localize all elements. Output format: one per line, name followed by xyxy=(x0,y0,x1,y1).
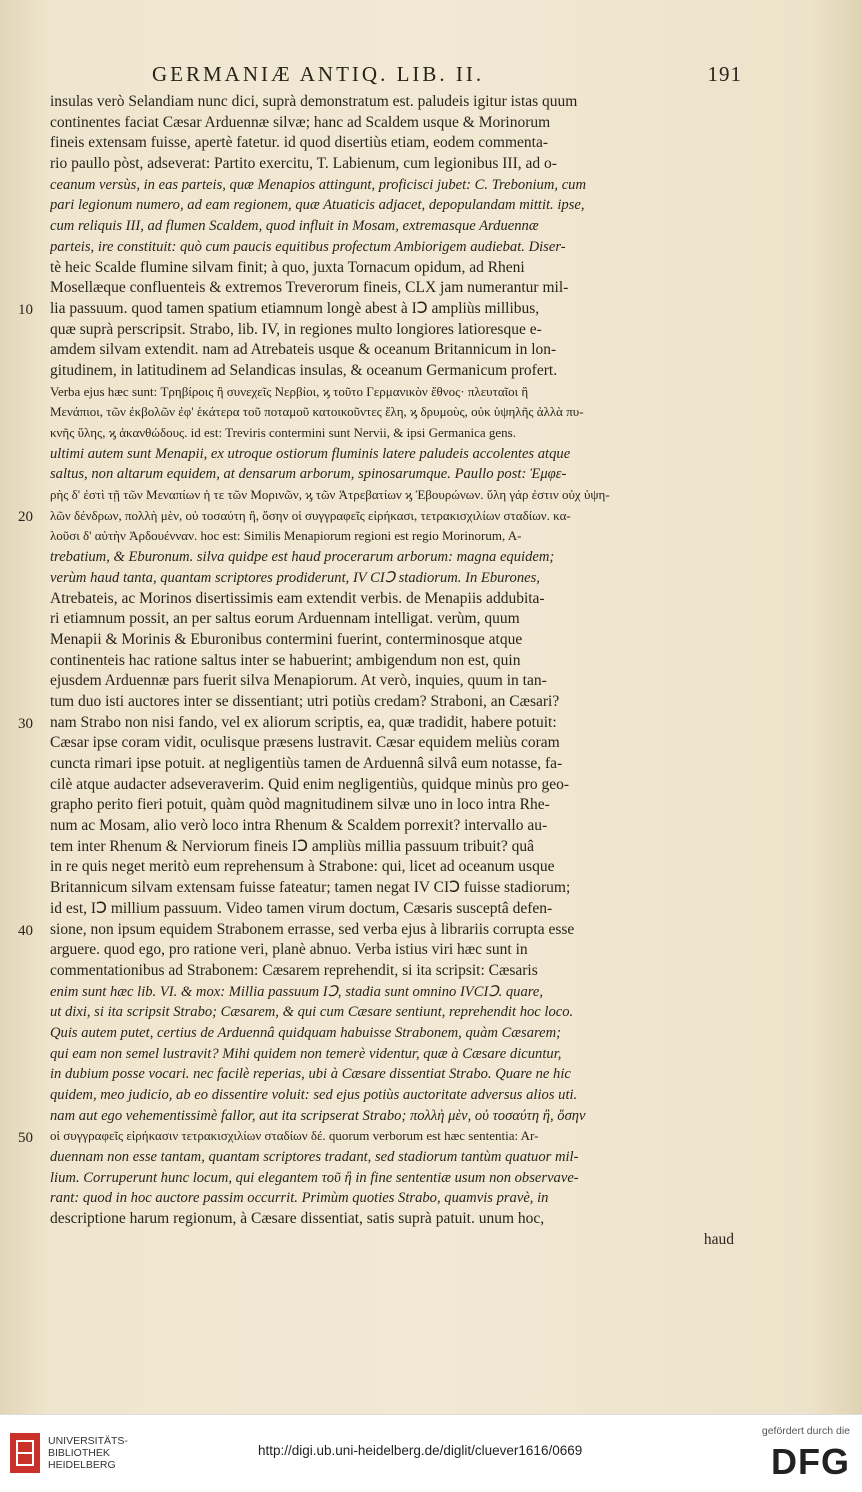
line-number: 30 xyxy=(18,716,33,732)
text-line: Verba ejus hæc sunt: Τρηβίροις ἢ συνεχεῖς Νερβίοι, ϗ τοῦτο Γερμανικὸν ἔθνος· πλευταῖοι ἢ xyxy=(50,383,529,399)
text-line: rio paullo pòst, adseverat: Partito exercitu, T. Labienum, cum legionibus III, ad o- xyxy=(50,155,557,173)
text-line: pari legionum numero, ad eam regionem, quæ Atuaticis adjacet, depopulandam mittit. ipse, xyxy=(50,197,585,214)
text-line: parteis, ire constituit: quò cum paucis equitibus profectum Ambiorigem audiebat. Diser- xyxy=(50,238,566,255)
text-line: Quis autem putet, certius de Arduennâ quidquam habuisse Strabonem, quàm Cæsarem; xyxy=(50,1024,562,1041)
text-line: continenteis hac ratione saltus inter se habuerint; ambigendum non est, quin xyxy=(50,651,521,669)
text-line: trebatium, & Eburonum. silva quidpe est haud procerarum arborum: magna equidem; xyxy=(50,549,555,566)
text-line: gitudinem, in latitudinem ad Selandicas insulas, & oceanum Germanicum profert. xyxy=(50,361,558,379)
line-number: 40 xyxy=(18,923,33,939)
text-line: Atrebateis, ac Morinos disertissimis eam extendit verbis. de Menapiis addubita- xyxy=(50,589,545,607)
text-line: continentes faciat Cæsar Arduennæ silvæ; hanc ad Scaldem usque & Morinorum xyxy=(50,113,551,131)
catchword: haud xyxy=(703,1230,734,1248)
text-line: cilè atque audacter adseveraverim. Quid enim negligentiùs, quidque minùs pro geo- xyxy=(50,775,570,793)
text-line: rant: quod in hoc auctore passim occurrit. Primùm quoties Strabo, quamvis pravè, in xyxy=(50,1190,549,1207)
text-line: Mosellæque confluenteis & extremos Treverorum fineis, CLX jam numerantur mil- xyxy=(50,279,569,297)
text-line: λοῦσι δ' αὐτὴν Ἀρδουένναν. hoc est: Similis Menapiorum regioni est regio Morinorum, A- xyxy=(50,528,522,544)
text-line: ceanum versùs, in eas parteis, quæ Menapios attingunt, proficisci jubet: C. Trebonium, cum xyxy=(50,176,587,193)
text-line: verùm haud tanta, quantam scriptores prodiderunt, IV CIↃ stadiorum. In Eburones, xyxy=(50,569,540,586)
running-header xyxy=(152,62,742,86)
text-line: qui eam non semel lustravit? Mihi quidem non temerè videntur, quæ à Cæsare dicuntur, xyxy=(50,1045,562,1062)
text-line: quæ suprà perscripsit. Strabo, lib. IV, in regiones multo longiores latioresque e- xyxy=(50,320,542,338)
page-number: 191 xyxy=(707,62,742,86)
line-number: 10 xyxy=(18,302,33,318)
line-number: 50 xyxy=(18,1130,33,1146)
text-line: lia passuum. quod tamen spatium etiamnum longè abest à IↃ ampliùs millibus, xyxy=(50,299,540,317)
running-title: GERMANIÆ ANTIQ. LIB. II. xyxy=(152,62,485,86)
text-line: λῶν δένδρων, πολλὴ μὲν, οὐ τοσαύτη ἢ, ὅσην οἱ συγγραφεῖς εἰρήκασι, τετρακισχιλίων σταδίων. κα- xyxy=(50,507,571,523)
text-line: nam aut ego vehementissimè fallor, aut ita scripserat Strabo; πολλὴ μὲν, οὐ τοσαύτη ἢ, ὅσην xyxy=(50,1107,586,1124)
text-line: arguere. quod ego, pro ratione veri, planè abnuo. Verba istius viri hæc sunt in xyxy=(50,941,528,959)
text-line: grapho perito fieri potuit, quàm quòd magnitudinem silvæ uno in loco intra Rhe- xyxy=(50,796,550,814)
text-line: tum duo isti auctores inter se dissentiant; utri potiùs credam? Straboni, an Cæsari? xyxy=(50,692,560,710)
line-number: 20 xyxy=(18,509,33,525)
text-line: Britannicum silvam extensam fuisse fateatur; tamen negat IV CIↃ fuisse stadiorum; xyxy=(50,879,571,897)
permalink[interactable]: http://digi.ub.uni-heidelberg.de/diglit/cluever1616/0669 xyxy=(258,1443,583,1458)
text-line: in dubium posse vocari. nec facilè reperias, ubi à Cæsare dissentiat Strabo. Quare ne hic xyxy=(50,1066,571,1083)
text-line: ρὴς δ' ἐστὶ τῇ τῶν Μεναπίων ἡ τε τῶν Μορινῶν, ϗ τῶν Ἀτρεβατίων ϗ Ἐβουρώνων. ὕλη γάρ ἐστιν οὐχ ὑψη- xyxy=(50,487,610,503)
text-block xyxy=(50,92,734,1251)
text-line: descriptione harum regionum, à Cæsare dissentiat, satis suprà patuit. unum hoc, xyxy=(50,1210,545,1228)
text-line: fineis extensam fuisse, apertè fatetur. id quod disertiùs etiam, eodem commenta- xyxy=(50,134,548,152)
text-line: tè heic Scalde flumine silvam finit; à quo, juxta Tornacum opidum, ad Rheni xyxy=(50,258,525,276)
university-logo-icon xyxy=(10,1433,40,1473)
text-line: cum reliquis III, ad flumen Scaldem, quod influit in Mosam, extremasque Arduennæ xyxy=(50,218,539,235)
text-line: saltus, non altarum equidem, at densarum arborum, spinosarumque. Paullo post: Ἐμφε- xyxy=(50,466,567,483)
text-line: insulas verò Selandiam nunc dici, suprà demonstratum est. paludeis igitur istas quum xyxy=(50,93,578,110)
text-line: in re quis neget meritò eum reprehensum à Strabone: qui, licet ad oceanum usque xyxy=(50,858,555,876)
institution-name: UNIVERSITÄTS- BIBLIOTHEK HEIDELBERG xyxy=(48,1435,128,1471)
text-line: cuncta rimari ipse potuit. at negligentiùs tamen de Arduennâ silvâ eum notasse, fa- xyxy=(50,755,563,772)
text-line: tem inter Rhenum & Nerviorum fineis IↃ ampliùs millia passuum tribuit? quâ xyxy=(50,837,534,855)
text-line: duennam non esse tantam, quantam scriptores tradant, sed stadiorum tantùm quatuor mil- xyxy=(50,1149,579,1166)
text-line: ejusdem Arduennæ pars fuerit silva Menapiorum. At verò, inquies, quum in tan- xyxy=(50,672,547,690)
text-line: Cæsar ipse coram vidit, oculisque præsens lustravit. Cæsar equidem meliùs coram xyxy=(50,734,560,752)
text-line: ut dixi, si ita scripsit Strabo; Cæsarem, & qui cum Cæsare sentiunt, reprehendit hoc loco. xyxy=(50,1004,574,1021)
text-line: commentationibus ad Strabonem: Cæsarem reprehendit, si ita scripsit: Cæsaris xyxy=(50,961,538,979)
text-line: quidem, meo judicio, ab eo dissentire voluit: sed ejus potiùs auctoritate adversus alios uti. xyxy=(50,1087,578,1103)
text-line: οἱ συγγραφεῖς εἰρήκασιν τετρακισχιλίων σταδίων δέ. quorum verborum est hæc sententia: Ar- xyxy=(50,1128,539,1144)
text-line: ri etiamnum possit, an per saltus eorum Arduennam intelligat. verùm, quum xyxy=(50,610,520,628)
dfg-logo: DFG xyxy=(771,1441,850,1482)
text-line: lium. Corruperunt hunc locum, qui elegantem τοῦ ἢ in fine sententiæ usum non observave- xyxy=(50,1169,579,1186)
text-line: amdem silvam extendit. nam ad Atrebateis usque & oceanum Britannicum in lon- xyxy=(50,341,557,359)
text-line: sione, non ipsum equidem Strabonem errasse, sed verba ejus à librariis corrupta esse xyxy=(50,920,575,938)
text-line: num ac Mosam, alio verò loco intra Rhenum & Scaldem porrexit? intervallo au- xyxy=(50,817,548,835)
text-line: Μενάπιοι, τῶν ἐκβολῶν ἐφ' ἑκάτερα τοῦ ποταμοῦ κατοικοῦντες ἕλη, ϗ δρυμοὺς, οὐκ ὑψηλῆς ἀλλὰ πυ- xyxy=(50,404,584,420)
text-line: id est, IↃ millium passuum. Video tamen virum doctum, Cæsaris susceptâ defen- xyxy=(50,899,553,917)
text-line: nam Strabo non nisi fando, vel ex aliorum scriptis, ea, quæ tradidit, habere potuit: xyxy=(50,713,557,731)
text-line: Menapii & Morinis & Eburonibus contermini fuerint, conterminosque atque xyxy=(50,630,523,648)
text-line: κνῆς ὕλης, ϗ ἀκανθώδους. id est: Treviris contermini sunt Nervii, & ipsi Germanica gens. xyxy=(50,425,516,440)
viewer-footer xyxy=(0,1414,862,1492)
text-line: ultimi autem sunt Menapii, ex utroque ostiorum fluminis latere paludeis accolentes atque xyxy=(50,445,571,462)
text-line: enim sunt hæc lib. VI. & mox: Millia passuum IↃ, stadia sunt omnino IVCIↃ. quare, xyxy=(50,983,544,1000)
funded-by-label: gefördert durch die xyxy=(761,1425,850,1437)
